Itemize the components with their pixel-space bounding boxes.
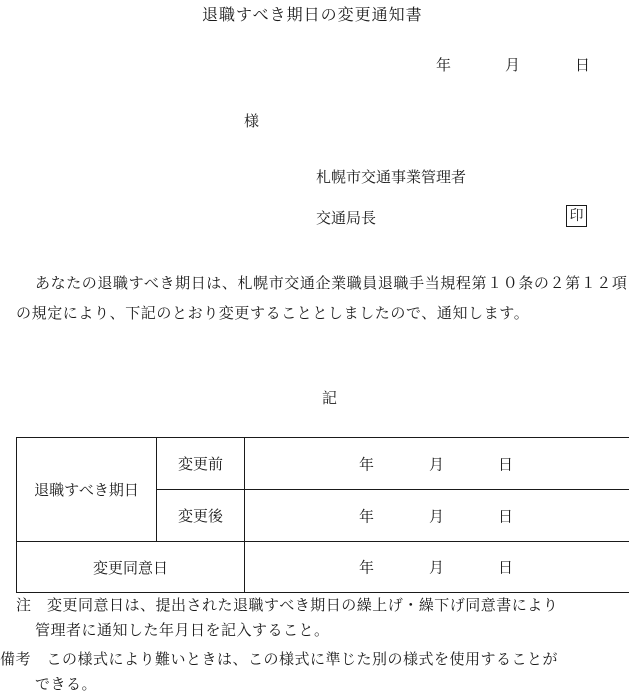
remarks-label: 備考 <box>0 647 31 672</box>
date-year-label: 年 <box>359 557 374 578</box>
remarks-text: できる。 <box>35 675 97 693</box>
addressee-suffix: 様 <box>244 110 259 131</box>
table-row <box>17 438 629 490</box>
ki-heading: 記 <box>322 387 337 408</box>
note-text: 管理者に通知した年月日を記入すること。 <box>35 621 330 639</box>
date-month-label: 月 <box>429 453 444 474</box>
body-paragraph: あなたの退職すべき期日は、札幌市交通企業職員退職手当規程第１０条の２第１２項の規定により、下記のとおり変更することとしましたので、通知します。 <box>16 268 628 328</box>
remarks-line <box>0 647 629 672</box>
note-line <box>16 593 629 618</box>
change-table <box>16 437 629 593</box>
consent-date-cell <box>245 542 629 593</box>
before-date-cell <box>245 438 629 490</box>
after-date-cell <box>245 490 629 542</box>
seal-stamp: 印 <box>566 205 587 227</box>
after-label-cell: 変更後 <box>157 490 245 542</box>
date-year-label: 年 <box>359 505 374 526</box>
note-text: 変更同意日は、提出された退職すべき期日の繰上げ・繰下げ同意書により <box>47 596 558 614</box>
remarks-section <box>0 647 629 697</box>
date-day-label: 日 <box>498 505 513 526</box>
consent-label-cell: 変更同意日 <box>17 542 245 593</box>
date-month-label: 月 <box>505 54 520 75</box>
table-row <box>17 542 629 593</box>
remarks-text: この様式により難いときは、この様式に準じた別の様式を使用することが <box>47 650 559 668</box>
before-label-cell: 変更前 <box>157 438 245 490</box>
date-year-label: 年 <box>436 54 451 75</box>
date-month-label: 月 <box>429 505 444 526</box>
note-section <box>16 593 629 643</box>
issuer-title: 交通局長 <box>316 207 376 228</box>
note-label: 注 <box>16 593 32 618</box>
note-line <box>16 618 629 643</box>
date-day-label: 日 <box>498 557 513 578</box>
row-header-cell: 退職すべき期日 <box>17 438 157 542</box>
date-year-label: 年 <box>359 453 374 474</box>
document-title: 退職すべき期日の変更通知書 <box>202 2 423 25</box>
date-day-label: 日 <box>575 54 590 75</box>
issuer-organization: 札幌市交通事業管理者 <box>316 166 466 187</box>
date-month-label: 月 <box>429 557 444 578</box>
remarks-line <box>0 672 629 697</box>
date-day-label: 日 <box>498 453 513 474</box>
